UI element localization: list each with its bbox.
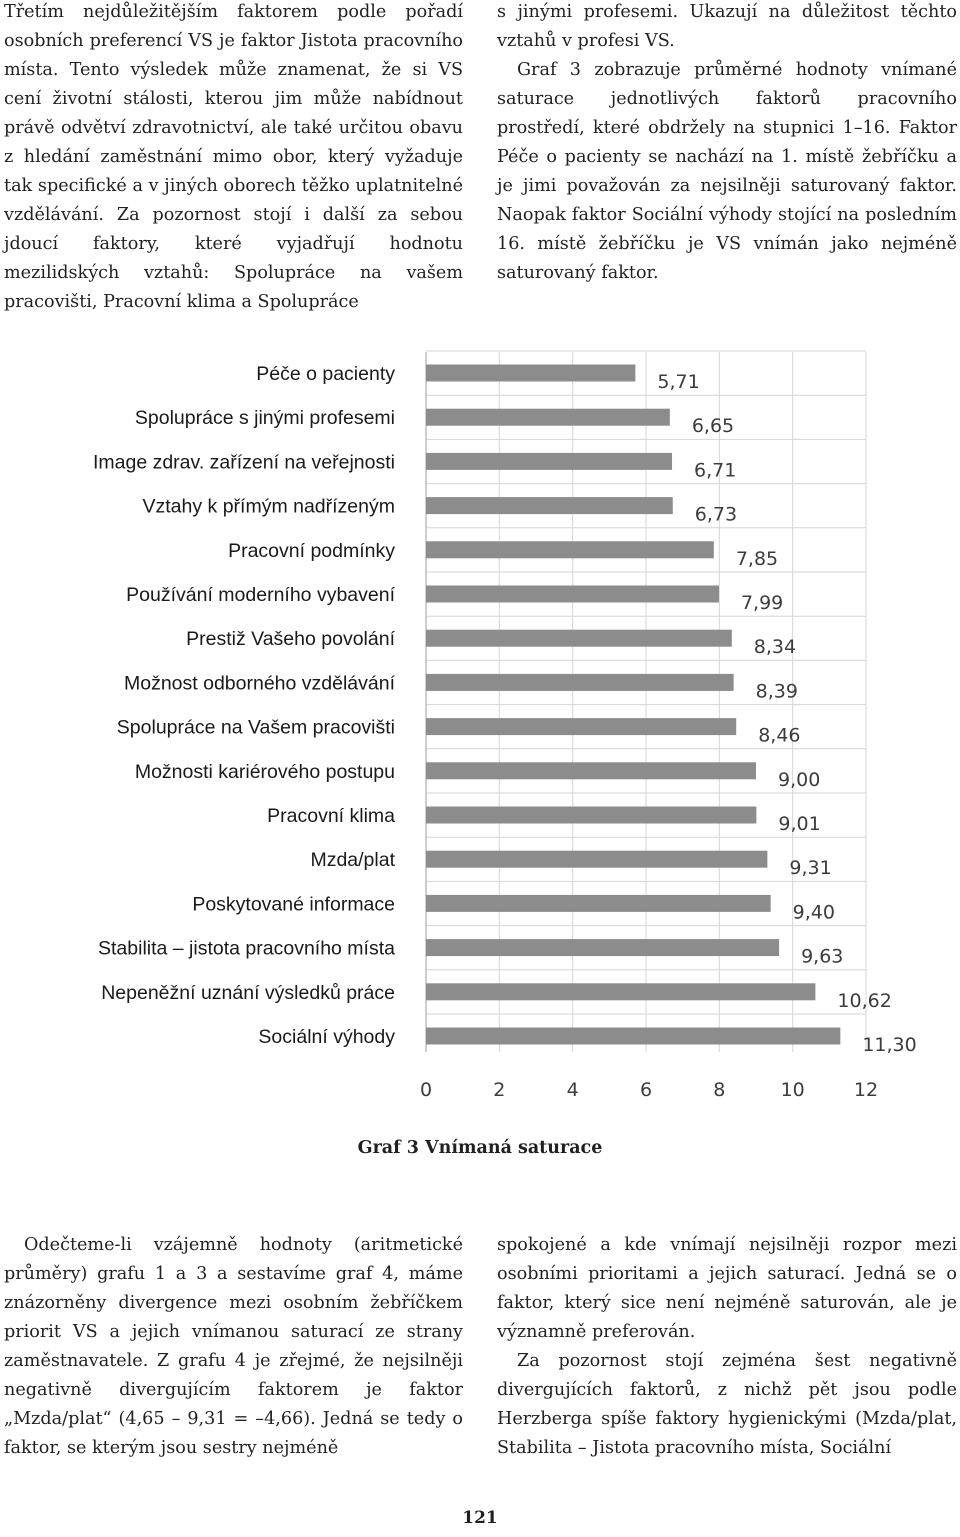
value-label: 8,46 (758, 724, 801, 747)
body-text-bottom-right (497, 1231, 957, 1463)
category-label: Stabilita – jistota pracovního místa (98, 937, 395, 960)
x-axis-tick-labels (420, 1079, 878, 1101)
value-label: 5,71 (657, 371, 700, 393)
bar (426, 762, 756, 779)
value-label: 8,39 (755, 680, 798, 703)
value-label: 6,65 (691, 415, 735, 438)
bar (426, 1028, 840, 1045)
paragraph: s jinými profesemi. Ukazují na důležitost těchto vztahů v profesi VS. (497, 2, 957, 51)
bar (426, 497, 673, 514)
bar (426, 365, 635, 382)
x-tick-label: 10 (780, 1079, 805, 1101)
paragraph: spokojené a kde vnímají nejsilněji rozpor mezi osobními prioritami a jejich saturací. Jedná se o faktor, který sice není nejméně saturován, ale je významně preferován. (497, 1235, 957, 1342)
category-label: Možnost odborného vzdělávání (123, 672, 395, 695)
chart-caption: Graf 3 Vnímaná saturace (357, 1138, 603, 1158)
bar (426, 630, 732, 647)
bar (426, 541, 714, 558)
value-label: 7,85 (735, 547, 779, 570)
value-label: 6,71 (694, 459, 737, 482)
x-tick-label: 2 (493, 1079, 506, 1101)
value-label: 11,30 (862, 1034, 917, 1056)
category-label: Možnosti kariérového postupu (134, 760, 395, 783)
bar (426, 453, 672, 470)
bar-chart (0, 340, 960, 1110)
category-label: Péče o pacienty (256, 363, 395, 385)
body-text-bottom-left (4, 1231, 463, 1463)
category-label: Pracovní klima (267, 805, 395, 827)
bar (426, 895, 771, 912)
category-label: Mzda/plat (310, 849, 395, 872)
category-label: Prestiž Vašeho povolání (186, 628, 395, 651)
category-label: Spolupráce s jinými profesemi (134, 407, 395, 430)
value-label: 9,00 (778, 768, 821, 791)
x-tick-label: 6 (639, 1079, 653, 1101)
bar (426, 983, 815, 1000)
bar (426, 851, 767, 868)
category-label: Poskytované informace (192, 893, 395, 916)
page-number: 121 (462, 1508, 498, 1528)
bar (426, 939, 779, 956)
category-label: Sociální výhody (258, 1026, 395, 1048)
paragraph: Třetím nejdůležitějším faktorem podle pořadí osobních preferencí VS je faktor Jistota pracovního místa. Tento výsledek může znamenat, že si VS cení životní stálosti, kterou jim může nabídnout právě odvětví zdravotnictví, ale také určitou obavu z hledání zaměstnání mimo obor, který vyžaduje tak specifické a v jiných oborech těžko uplatnitelné vzdělávání. Za pozornost stojí i další za sebou jdoucí faktory, které vyjadřují hodnotu mezilidských vztahů: Spolupráce na vašem pracovišti, Pracovní klima a Spolupráce (4, 2, 463, 312)
value-label: 7,99 (740, 592, 784, 614)
bar (426, 718, 736, 735)
value-label: 9,01 (778, 813, 821, 835)
value-label: 8,34 (753, 636, 797, 659)
x-tick-label: 12 (853, 1079, 879, 1101)
category-labels (93, 363, 396, 1048)
bar (426, 674, 734, 691)
category-label: Používání moderního vybavení (126, 584, 395, 606)
paragraph: Za pozornost stojí zejména šest negativně divergujících faktorů, z nichž pět jsou podle Herzberga spíše faktory hygienickými (Mzda/plat, Stabilita – Jistota pracovního místa, Sociální (497, 1351, 957, 1458)
category-label: Vztahy k přímým nadřízeným (142, 495, 395, 518)
value-label: 6,73 (694, 503, 738, 526)
bar (426, 409, 670, 426)
value-label: 9,31 (789, 857, 832, 880)
body-text-top-right (497, 0, 957, 288)
category-label: Image zdrav. zařízení na veřejnosti (92, 451, 395, 474)
category-label: Spolupráce na Vašem pracovišti (116, 716, 395, 739)
x-tick-label: 4 (566, 1079, 579, 1101)
category-label: Pracovní podmínky (228, 539, 395, 562)
body-text-top-left (4, 0, 463, 317)
bar (426, 586, 719, 603)
value-label: 9,40 (792, 901, 835, 924)
x-tick-label: 0 (419, 1079, 433, 1101)
paragraph: Graf 3 zobrazuje průměrné hodnoty vnímané saturace jednotlivých faktorů pracovního prostředí, které obdržely na stupnici 1–16. Faktor Péče o pacienty se nachází na 1. místě žebříčku a je jimi považován za nejsilněji saturovaný faktor. Naopak faktor Sociální výhody stojící na posledním 16. místě žebříčku je VS vnímán jako nejméně saturovaný faktor. (497, 60, 957, 283)
value-label: 10,62 (837, 989, 892, 1012)
value-label: 9,63 (801, 945, 844, 968)
paragraph: Odečteme-li vzájemně hodnoty (aritmetické průměry) grafu 1 a 3 a sestavíme graf 4, máme znázorněny divergence mezi osobním žebříčkem priorit VS a jejich vnímanou saturací ze strany zaměstnavatele. Z grafu 4 je zřejmé, že nejsilněji negativně divergujícím faktorem je faktor „Mzda/plat“ (4,65 – 9,31 = –4,66). Jedná se tedy o faktor, se kterým jsou sestry nejméně (4, 1235, 463, 1458)
bar (426, 807, 756, 824)
category-label: Nepeněžní uznání výsledků práce (101, 981, 395, 1004)
x-tick-label: 8 (713, 1079, 726, 1101)
